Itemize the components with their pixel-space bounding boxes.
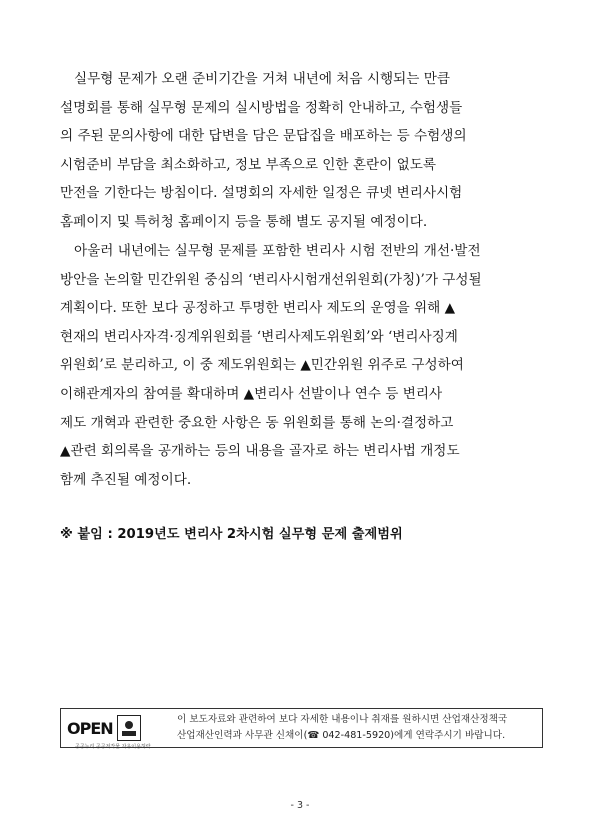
paragraph-line: 실무형 문제가 오랜 준비기간을 거쳐 내년에 처음 시행되는 만큼 [74, 71, 450, 87]
contact-line-2: 산업재산인력과 사무관 신채이(☎ 042-481-5920)에게 연락주시기 바랍니다. [177, 730, 506, 741]
open-license-logo [67, 713, 163, 750]
paragraph-line: 계획이다. 또한 보다 공정하고 투명한 변리사 제도의 운영을 위해 ▲ [60, 300, 456, 317]
person-icon [117, 715, 141, 741]
paragraph-line: 의 주된 문의사항에 대한 답변을 담은 문답집을 배포하는 등 수험생의 [60, 128, 467, 145]
paragraph-2 [60, 237, 545, 494]
paragraph-line: 방안을 논의할 민간위원 중심의 ‘변리사시험개선위원회(가칭)’가 구성될 [60, 271, 482, 288]
open-logo-text: OPEN [67, 718, 113, 738]
paragraph-1 [60, 65, 545, 237]
paragraph-line: 이해관계자의 참여를 확대하며 ▲변리사 선발이나 연수 등 변리사 [60, 385, 443, 402]
contact-footer [60, 708, 543, 748]
paragraph-line: ▲관련 회의록을 공개하는 등의 내용을 골자로 하는 변리사법 개정도 [60, 443, 460, 460]
page-number: - 3 - [290, 800, 310, 811]
paragraph-line: 만전을 기한다는 방침이다. 설명회의 자세한 일정은 큐넷 변리사시험 [60, 185, 463, 202]
paragraph-line: 홈페이지 및 특허청 홈페이지 등을 통해 별도 공지될 예정이다. [60, 213, 428, 230]
paragraph-line: 위원회’로 분리하고, 이 중 제도위원회는 ▲민간위원 위주로 구성하여 [60, 357, 464, 374]
paragraph-line: 시험준비 부담을 최소화하고, 정보 부족으로 인한 혼란이 없도록 [60, 156, 436, 173]
paragraph-line: 현재의 변리사자격·징계위원회를 ‘변리사제도위원회’와 ‘변리사징계 [60, 328, 458, 345]
paragraph-line: 설명회를 통해 실무형 문제의 실시방법을 정확히 안내하고, 수험생들 [60, 99, 463, 116]
paragraph-line: 제도 개혁과 관련한 중요한 사항은 동 위원회를 통해 논의·결정하고 [60, 414, 454, 431]
paragraph-line: 함께 추진될 예정이다. [60, 471, 192, 488]
contact-line-1: 이 보도자료와 관련하여 보다 자세한 내용이나 취재를 원하시면 산업재산정책국 [177, 714, 508, 725]
attachment-note: ※ 붙임 : 2019년도 변리사 2차시험 실무형 문제 출제범위 [60, 527, 403, 542]
contact-info [177, 712, 507, 744]
open-logo-subtext: 공공누리 공공저작물 자유이용허락 [75, 744, 151, 750]
paragraph-line: 아울러 내년에는 실무형 문제를 포함한 변리사 시험 전반의 개선·발전 [74, 243, 481, 259]
